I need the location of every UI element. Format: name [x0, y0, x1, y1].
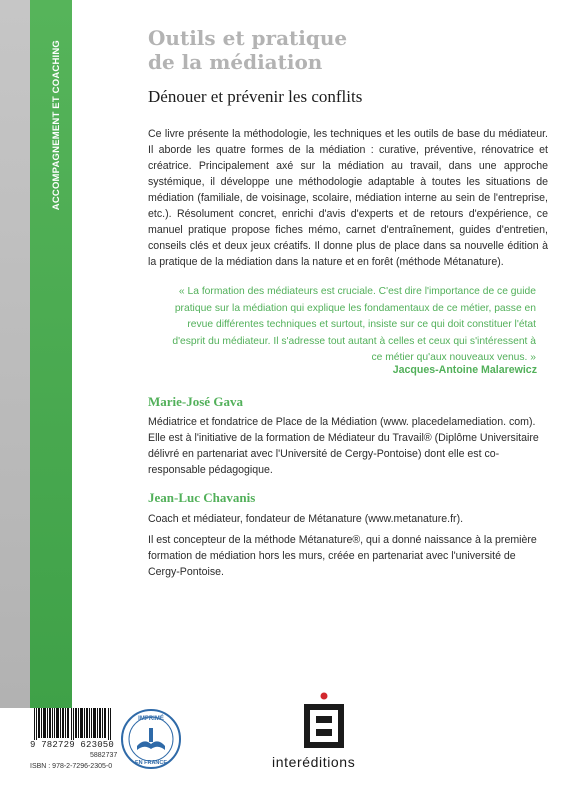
- author-1-name: Marie-José Gava: [148, 394, 243, 409]
- stamp-top-text: IMPRIMÉ: [138, 716, 164, 722]
- isbn: ISBN : 978-2-7296-2305-0: [30, 763, 113, 770]
- publisher-name: interéditions: [272, 754, 356, 770]
- quote-text: « La formation des médiateurs est cruciale. C'est dire l'importance de ce guide pratique sur la médiation qui explique les fondamentaux de ce métier, passe en revue différentes techniques et surtout, insiste sur ce qui doit constituer l'état d'esprit du médiateur. Il s'adresse tout autant à celles et ceux qui s'intéressent à ce métier qu'aux nouveaux venus. »: [172, 286, 536, 363]
- title-line-1: Outils et pratique: [148, 26, 348, 50]
- collection-label: ACCOMPAGNEMENT ET COACHING: [51, 40, 62, 211]
- publisher-logo-icon: [300, 692, 348, 752]
- product-code: 5882737: [90, 752, 118, 759]
- barcode-digits: 9 782729 623050: [30, 740, 115, 750]
- stamp-bottom-text: EN FRANCE: [134, 760, 168, 766]
- quote-author: Jacques-Antoine Malarewicz: [392, 364, 537, 376]
- book-description: Ce livre présente la méthodologie, les techniques et les outils de base du médiateur. Il aborde les quatre formes de la médiation : curative, préventive, rénovatrice et créatrice. Principalement axé sur la médiation au travail, dans une approche systémique, il développe une méthodologie adaptable à toutes les situations de médiation (familiale, de voisinage, scolaire, médiation interne au sein de l'entreprise, etc.). Résolument concret, enrichi d'avis d'experts et de retours d'expérience, ce manuel pratique propose fiches mémo, carnet d'entraînement, guides d'entretien, conseils clés et deux jeux créatifs. Il donne plus de place dans sa nouvelle édition à la pratique de la médiation dans la nature et en forêt (méthode Métanature).: [148, 128, 548, 268]
- title-line-2: de la médiation: [148, 50, 323, 74]
- author-2-bio-1: Coach et médiateur, fondateur de Métanature (www.metanature.fr).: [148, 513, 464, 525]
- author-1-bio: Médiatrice et fondatrice de Place de la Médiation (www. placedelamediation. com). Elle est à l'initiative de la formation de Médiateur du Travail® (Diplôme Universitaire délivré en partenariat avec l'Université de Cergy-Pontoise) dont elle est co-responsable pédagogique.: [148, 416, 539, 476]
- grey-band: [0, 0, 30, 708]
- book-title: [148, 26, 347, 74]
- author-2-bio-2: Il est concepteur de la méthode Métanature®, qui a donné naissance à la première formation de médiation hors les murs, créée en partenariat avec l'université de Cergy-Pontoise.: [148, 534, 537, 578]
- author-2-name: Jean-Luc Chavanis: [148, 490, 256, 505]
- imprime-en-france-stamp: [120, 708, 182, 770]
- barcode: [34, 708, 112, 740]
- book-subtitle: Dénouer et prévenir les conflits: [148, 87, 363, 106]
